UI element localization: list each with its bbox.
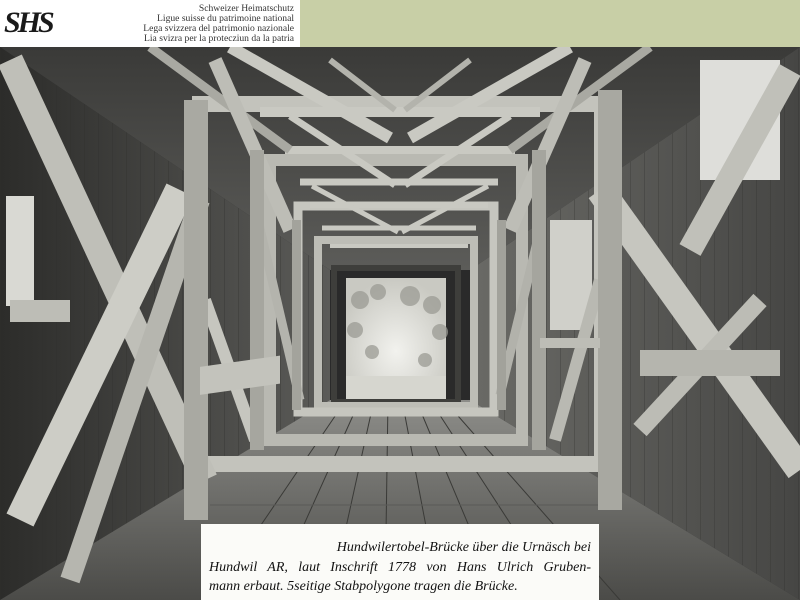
shs-logo: SHS [4, 6, 52, 39]
org-name-it: Lega svizzera del patrimonio nazionale [143, 23, 294, 34]
org-name-rm: Lia svizra per la protecziun da la patria [144, 33, 294, 44]
org-name-de: Schweizer Heimatschutz [198, 3, 294, 14]
caption-line-1: Hundwilertobel-Brücke über die Urnäsch bei [336, 540, 591, 555]
caption-line-2: Hundwil AR, laut Inschrift 1778 von Hans Ulrich Gruben- [209, 559, 591, 575]
header-band [0, 0, 800, 47]
org-name-fr: Ligue suisse du patrimoine national [157, 13, 294, 24]
photo-caption [201, 524, 599, 600]
organization-names [64, 4, 294, 44]
heritage-society-label [0, 0, 300, 47]
left-window [6, 196, 34, 306]
caption-line-3: mann erbaut. 5seitige Stabpolygone tragen die Brücke. [209, 579, 518, 594]
